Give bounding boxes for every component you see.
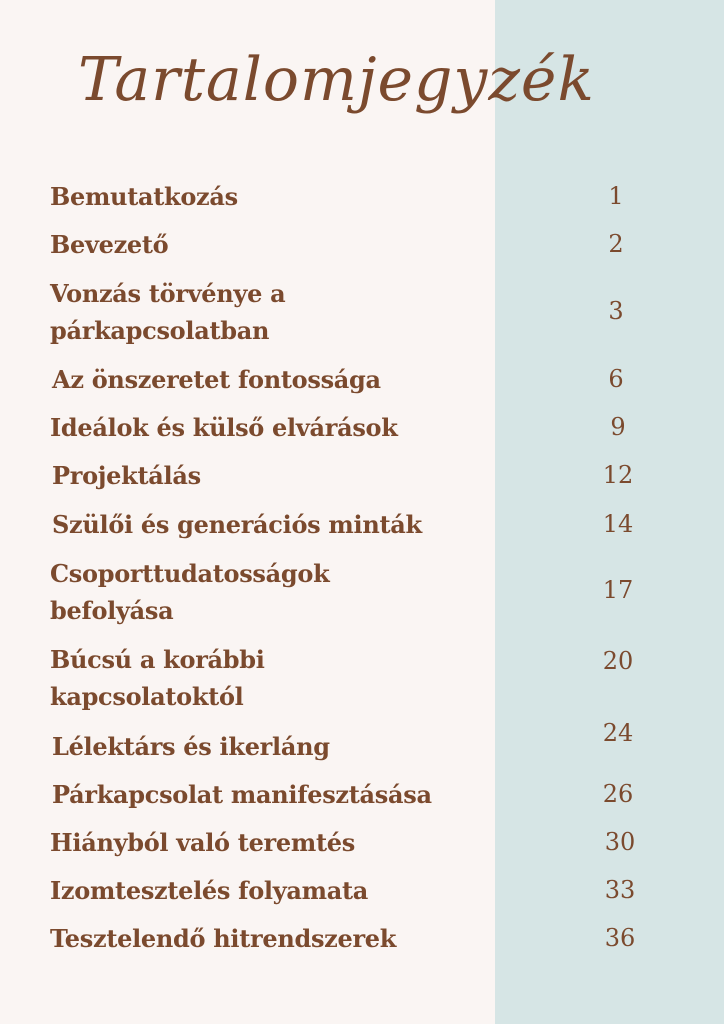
toc-page-number: 26	[602, 780, 634, 808]
toc-entry-title: Szülői és generációs minták	[52, 510, 422, 539]
toc-page-number: 3	[608, 297, 624, 325]
toc-page-number: 36	[604, 924, 636, 952]
toc-entry-title-line2: befolyása	[50, 596, 174, 625]
toc-entry-title: Bemutatkozás	[50, 182, 238, 211]
toc-page-number: 12	[602, 461, 634, 489]
toc-page-number: 17	[602, 576, 634, 604]
toc-entry-title-line2: kapcsolatoktól	[50, 682, 244, 711]
toc-entry-title: Izomtesztelés folyamata	[50, 876, 368, 905]
toc-entry-title: Hiányból való teremtés	[50, 828, 355, 857]
toc-page-number: 24	[602, 719, 634, 747]
toc-page-number: 2	[608, 230, 624, 258]
toc-page-number: 33	[604, 876, 636, 904]
toc-page-number: 14	[602, 510, 634, 538]
toc-page-number: 1	[608, 182, 624, 210]
toc-entry-title: Lélektárs és ikerláng	[52, 732, 330, 761]
toc-entry-title: Ideálok és külső elvárások	[50, 413, 398, 442]
toc-entry-title: Búcsú a korábbi	[50, 645, 265, 674]
page-title: Tartalomjegyzék	[78, 45, 595, 115]
toc-page-number: 6	[608, 365, 624, 393]
toc-page-number: 30	[604, 828, 636, 856]
toc-entry-title-line2: párkapcsolatban	[50, 316, 270, 345]
toc-entry-title: Csoporttudatosságok	[50, 559, 330, 588]
toc-entry-title: Vonzás törvénye a	[50, 279, 286, 308]
toc-entry-title: Párkapcsolat manifesztásása	[52, 780, 432, 809]
toc-entry-title: Tesztelendő hitrendszerek	[50, 924, 397, 953]
toc-entry-title: Bevezető	[50, 230, 169, 259]
toc-page-number: 9	[610, 413, 626, 441]
toc-page-number: 20	[602, 647, 634, 675]
toc-entry-title: Az önszeretet fontossága	[52, 365, 381, 394]
toc-entry-title: Projektálás	[52, 461, 201, 490]
